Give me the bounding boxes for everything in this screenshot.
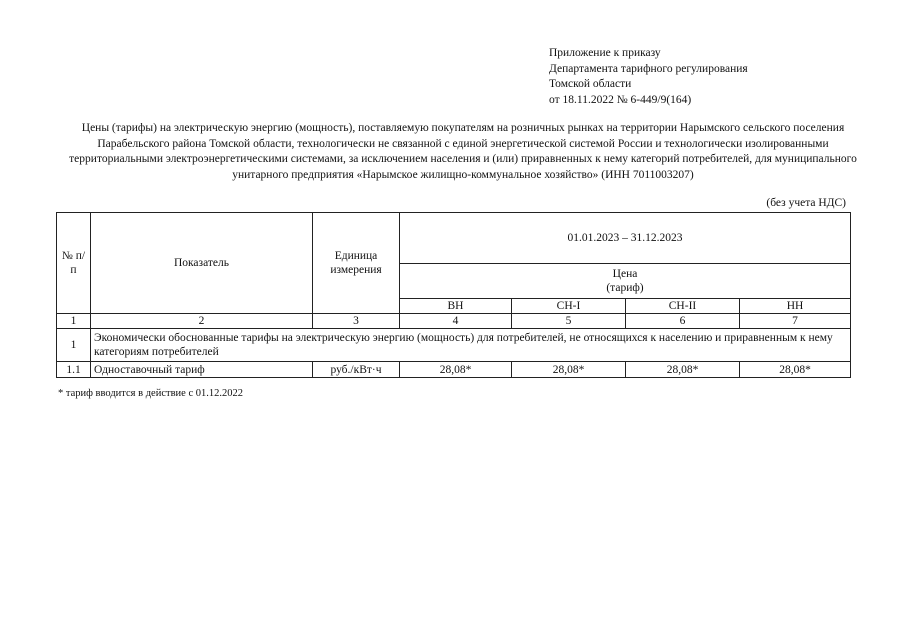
column-number: 7 xyxy=(740,314,851,329)
appendix-block xyxy=(549,46,748,108)
header-price xyxy=(400,264,851,299)
header-class-nn: НН xyxy=(740,299,851,314)
appendix-line-3: Томской области xyxy=(549,78,632,90)
appendix-line-2: Департамента тарифного регулирования xyxy=(549,62,748,75)
column-number: 3 xyxy=(313,314,400,329)
row-unit: руб./кВт·ч xyxy=(313,362,400,378)
section-row xyxy=(57,329,851,362)
column-number: 6 xyxy=(626,314,740,329)
column-number-row xyxy=(57,314,851,329)
appendix-line-4: от 18.11.2022 № 6-449/9(164) xyxy=(549,93,692,106)
header-class-vn: ВН xyxy=(400,299,512,314)
row-num: 1.1 xyxy=(57,362,91,378)
table-row xyxy=(57,362,851,378)
appendix-line-1: Приложение к приказу xyxy=(549,47,661,59)
row-value-vn: 28,08* xyxy=(400,362,512,378)
tariff-table xyxy=(56,212,851,378)
section-num: 1 xyxy=(57,329,91,362)
column-number: 2 xyxy=(91,314,313,329)
header-indicator: Показатель xyxy=(91,213,313,314)
section-text: Экономически обоснованные тарифы на электрическую энергию (мощность) для потребителей, не относящихся к населению и приравненным к нему категориям потребителей xyxy=(91,329,851,362)
column-number: 1 xyxy=(57,314,91,329)
header-row-period xyxy=(57,213,851,264)
header-num: № п/п xyxy=(57,213,91,314)
header-class-sn2: СН-II xyxy=(626,299,740,314)
document-title: Цены (тарифы) на электрическую энергию (мощность), поставляемую покупателям на розничных рынках на территории Нарымского сельского поселения Парабельского района Томской области, технологически не связанной с единой энергетической системой России и технологически изолированными территориальными электроэнергетическими системами, за исключением населения и (или) приравненных к нему категорий потребителей, для муниципального унитарного предприятия «Нарымское жилищно-коммунальное хозяйство» (ИНН 7011003207) xyxy=(69,122,857,181)
vat-note: (без учета НДС) xyxy=(766,197,846,209)
column-number: 5 xyxy=(512,314,626,329)
header-tariff-label: (тариф) xyxy=(606,282,644,294)
header-unit: Единица измерения xyxy=(313,213,400,314)
header-period: 01.01.2023 – 31.12.2023 xyxy=(400,213,851,264)
row-value-sn2: 28,08* xyxy=(626,362,740,378)
row-value-sn1: 28,08* xyxy=(512,362,626,378)
footnote: * тариф вводится в действие с 01.12.2022 xyxy=(58,388,243,399)
header-class-sn1: СН-I xyxy=(512,299,626,314)
row-value-nn: 28,08* xyxy=(740,362,851,378)
column-number: 4 xyxy=(400,314,512,329)
row-indicator: Одноставочный тариф xyxy=(91,362,313,378)
header-price-label: Цена xyxy=(612,268,638,280)
